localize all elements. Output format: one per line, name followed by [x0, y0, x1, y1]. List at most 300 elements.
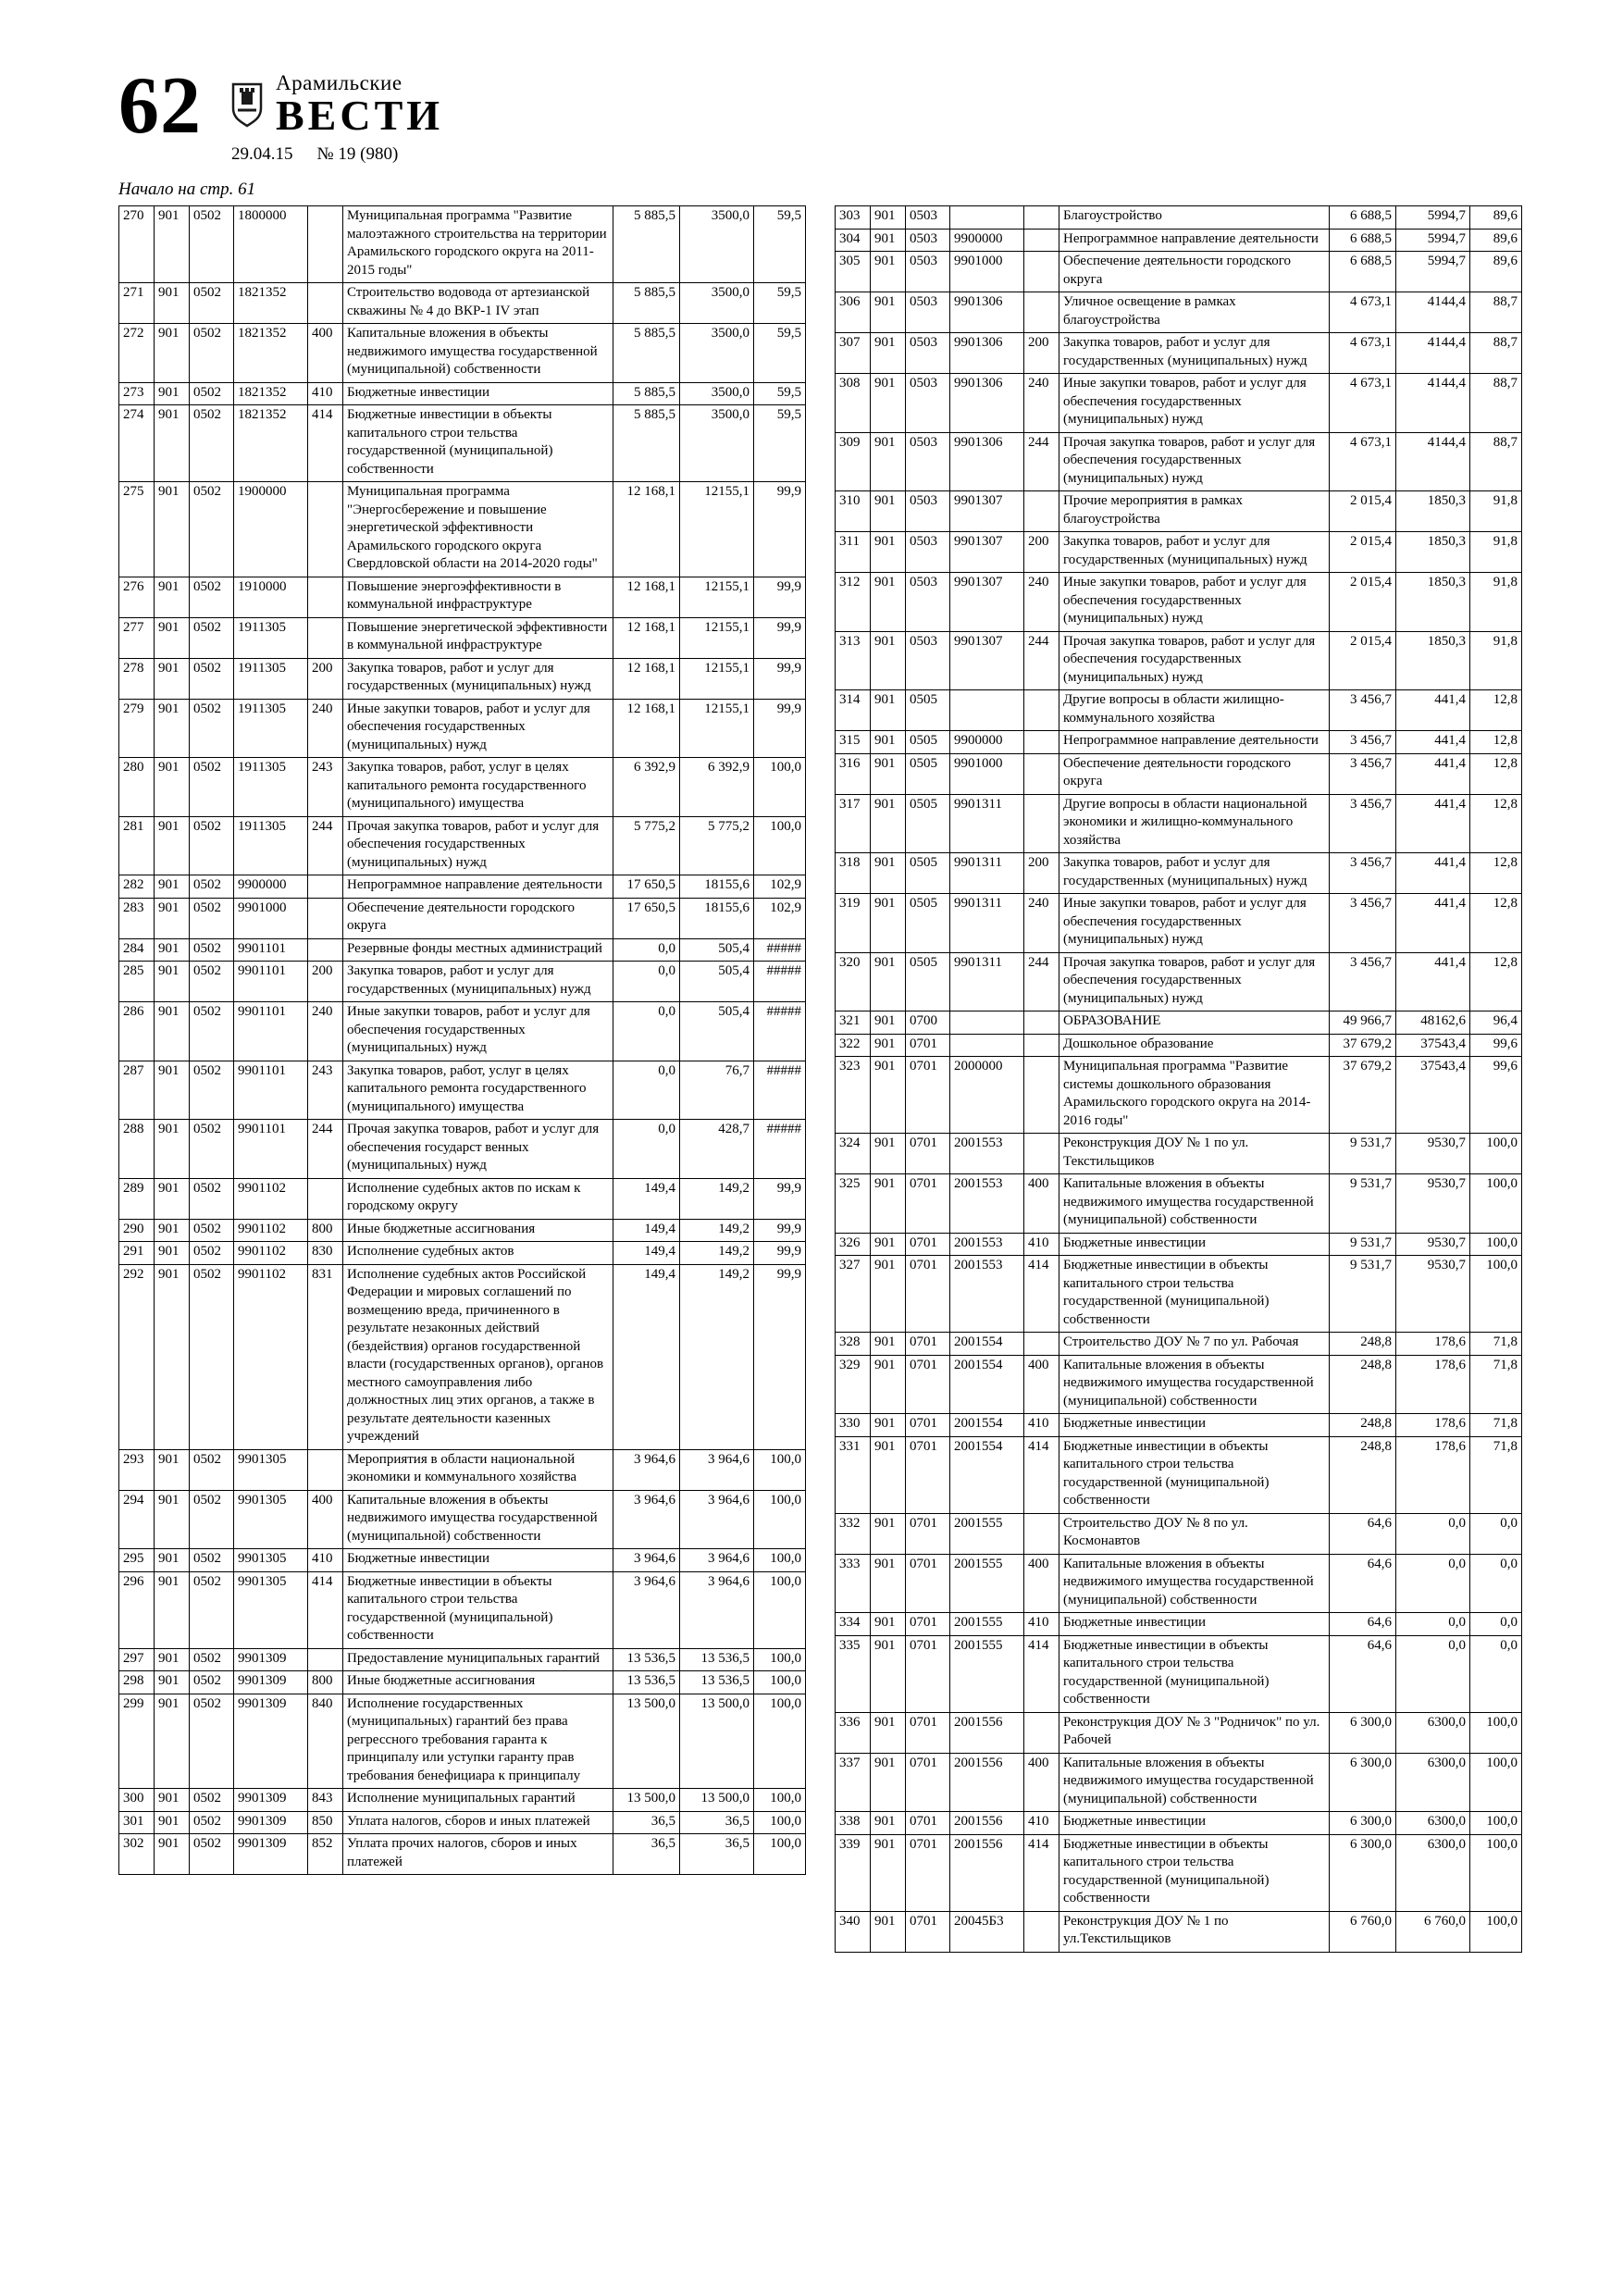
newspaper-title — [276, 71, 444, 140]
cell-name: Уплата прочих налогов, сборов и иных платежей — [343, 1834, 613, 1875]
cell-n: 273 — [119, 382, 155, 405]
cell-a: 901 — [871, 1174, 906, 1234]
cell-v2: 6300,0 — [1396, 1812, 1470, 1835]
cell-v2: 6 392,9 — [680, 758, 754, 817]
budget-row — [119, 875, 806, 899]
cell-a: 901 — [871, 1635, 906, 1712]
cell-v1: 12 168,1 — [613, 482, 680, 577]
cell-v2: 6300,0 — [1396, 1712, 1470, 1753]
cell-b: 0701 — [906, 1613, 950, 1636]
cell-c: 2001555 — [950, 1635, 1024, 1712]
budget-row — [836, 631, 1522, 690]
budget-row — [119, 283, 806, 324]
cell-b: 0502 — [190, 962, 234, 1002]
cell-v1: 6 392,9 — [613, 758, 680, 817]
budget-table-left — [118, 205, 806, 1875]
cell-v2: 505,4 — [680, 1002, 754, 1061]
budget-row — [836, 491, 1522, 532]
cell-v2: 149,2 — [680, 1219, 754, 1242]
cell-d: 852 — [308, 1834, 343, 1875]
cell-v1: 248,8 — [1330, 1333, 1396, 1356]
cell-b: 0701 — [906, 1355, 950, 1414]
cell-c: 9901309 — [234, 1694, 308, 1789]
cell-v2: 0,0 — [1396, 1613, 1470, 1636]
cell-a: 901 — [155, 816, 190, 875]
cell-d — [1024, 206, 1059, 230]
cell-d: 410 — [308, 382, 343, 405]
cell-d: 840 — [308, 1694, 343, 1789]
cell-v1: 6 300,0 — [1330, 1712, 1396, 1753]
cell-c: 1910000 — [234, 577, 308, 617]
cell-d: 200 — [1024, 532, 1059, 573]
cell-v3: 12,8 — [1470, 690, 1522, 731]
cell-v2: 6 760,0 — [1396, 1911, 1470, 1952]
cell-a: 901 — [871, 753, 906, 794]
cell-b: 0503 — [906, 573, 950, 632]
budget-row — [836, 374, 1522, 433]
cell-b: 0502 — [190, 1490, 234, 1549]
cell-v3: ##### — [754, 1002, 806, 1061]
cell-a: 901 — [871, 432, 906, 491]
cell-v1: 17 650,5 — [613, 898, 680, 938]
cell-v2: 37543,4 — [1396, 1057, 1470, 1134]
cell-a: 901 — [871, 374, 906, 433]
continuation-note: Начало на стр. 61 — [118, 180, 256, 200]
cell-n: 319 — [836, 894, 871, 953]
cell-v2: 5994,7 — [1396, 252, 1470, 292]
cell-v3: 91,8 — [1470, 573, 1522, 632]
cell-b: 0502 — [190, 898, 234, 938]
cell-n: 324 — [836, 1134, 871, 1174]
cell-v3: 99,9 — [754, 1219, 806, 1242]
cell-v1: 2 015,4 — [1330, 532, 1396, 573]
cell-c: 9901000 — [950, 753, 1024, 794]
cell-name: Обеспечение деятельности городского округа — [1059, 753, 1330, 794]
budget-row — [119, 1811, 806, 1834]
cell-name: Бюджетные инвестиции в объекты капитального строи тельства государственной (муниципальной) собственности — [1059, 1436, 1330, 1513]
cell-v2: 9530,7 — [1396, 1233, 1470, 1256]
budget-row — [836, 229, 1522, 252]
cell-c: 9901309 — [234, 1671, 308, 1694]
cell-b: 0505 — [906, 952, 950, 1011]
cell-b: 0502 — [190, 324, 234, 383]
cell-v2: 178,6 — [1396, 1333, 1470, 1356]
cell-d: 410 — [1024, 1414, 1059, 1437]
cell-v1: 5 885,5 — [613, 283, 680, 324]
cell-d: 414 — [1024, 1256, 1059, 1333]
cell-c: 1911305 — [234, 816, 308, 875]
cell-v2: 12155,1 — [680, 482, 754, 577]
budget-row — [836, 894, 1522, 953]
cell-v2: 12155,1 — [680, 658, 754, 699]
cell-d: 244 — [1024, 952, 1059, 1011]
cell-b: 0502 — [190, 1549, 234, 1572]
cell-a: 901 — [155, 898, 190, 938]
cell-n: 321 — [836, 1011, 871, 1035]
cell-a: 901 — [155, 1120, 190, 1179]
cell-c: 9901306 — [950, 292, 1024, 333]
cell-v1: 36,5 — [613, 1834, 680, 1875]
cell-b: 0502 — [190, 1120, 234, 1179]
cell-d — [1024, 1513, 1059, 1554]
cell-name: Капитальные вложения в объекты недвижимого имущества государственной (муниципальной) собственности — [1059, 1554, 1330, 1613]
cell-c: 9901305 — [234, 1490, 308, 1549]
cell-n: 322 — [836, 1034, 871, 1057]
cell-name: Прочая закупка товаров, работ и услуг для обеспечения государственных (муниципальных) нужд — [343, 816, 613, 875]
cell-v3: 91,8 — [1470, 532, 1522, 573]
cell-c: 9901305 — [234, 1549, 308, 1572]
cell-v2: 48162,6 — [1396, 1011, 1470, 1035]
cell-b: 0701 — [906, 1256, 950, 1333]
cell-v2: 18155,6 — [680, 898, 754, 938]
cell-n: 285 — [119, 962, 155, 1002]
cell-c: 9901101 — [234, 1002, 308, 1061]
budget-row — [836, 1414, 1522, 1437]
cell-c — [950, 1034, 1024, 1057]
budget-row — [119, 1061, 806, 1120]
budget-row — [119, 206, 806, 283]
cell-d: 414 — [308, 1571, 343, 1648]
cell-d — [308, 283, 343, 324]
budget-row — [836, 1034, 1522, 1057]
cell-v2: 1850,3 — [1396, 573, 1470, 632]
cell-v3: ##### — [754, 1120, 806, 1179]
cell-v3: 89,6 — [1470, 229, 1522, 252]
cell-c: 9900000 — [950, 229, 1024, 252]
cell-b: 0502 — [190, 382, 234, 405]
cell-n: 338 — [836, 1812, 871, 1835]
cell-b: 0701 — [906, 1834, 950, 1911]
budget-row — [119, 1549, 806, 1572]
cell-d — [308, 577, 343, 617]
cell-d: 244 — [1024, 432, 1059, 491]
cell-d — [1024, 1011, 1059, 1035]
cell-name: Исполнение муниципальных гарантий — [343, 1789, 613, 1812]
cell-n: 328 — [836, 1333, 871, 1356]
budget-row — [119, 1264, 806, 1449]
budget-row — [836, 1613, 1522, 1636]
cell-n: 316 — [836, 753, 871, 794]
cell-n: 284 — [119, 938, 155, 962]
cell-d: 240 — [1024, 894, 1059, 953]
cell-v1: 3 964,6 — [613, 1449, 680, 1490]
cell-name: Иные бюджетные ассигнования — [343, 1671, 613, 1694]
cell-d — [308, 938, 343, 962]
cell-v1: 5 885,5 — [613, 382, 680, 405]
cell-n: 330 — [836, 1414, 871, 1437]
cell-d — [1024, 753, 1059, 794]
cell-v1: 5 775,2 — [613, 816, 680, 875]
cell-v3: 0,0 — [1470, 1513, 1522, 1554]
newspaper-title-bottom: ВЕСТИ — [276, 92, 444, 140]
cell-d — [1024, 1911, 1059, 1952]
cell-d — [1024, 690, 1059, 731]
cell-v2: 0,0 — [1396, 1513, 1470, 1554]
cell-n: 336 — [836, 1712, 871, 1753]
cell-d: 410 — [1024, 1812, 1059, 1835]
cell-d: 831 — [308, 1264, 343, 1449]
cell-v3: ##### — [754, 962, 806, 1002]
budget-row — [836, 1174, 1522, 1234]
cell-v1: 3 964,6 — [613, 1490, 680, 1549]
issue-date: 29.04.15 — [231, 144, 293, 165]
cell-n: 287 — [119, 1061, 155, 1120]
budget-row — [836, 1134, 1522, 1174]
cell-d: 410 — [1024, 1233, 1059, 1256]
cell-name: Прочая закупка товаров, работ и услуг для обеспечения государственных (муниципальных) нужд — [1059, 432, 1330, 491]
cell-name: Капитальные вложения в объекты недвижимого имущества государственной (муниципальной) собственности — [1059, 1174, 1330, 1234]
cell-v1: 12 168,1 — [613, 617, 680, 658]
cell-a: 901 — [871, 1911, 906, 1952]
cell-name: Строительство ДОУ № 7 по ул. Рабочая — [1059, 1333, 1330, 1356]
cell-c: 2001556 — [950, 1753, 1024, 1812]
cell-a: 901 — [871, 1233, 906, 1256]
cell-name: Закупка товаров, работ и услуг для государственных (муниципальных) нужд — [1059, 853, 1330, 894]
cell-v1: 64,6 — [1330, 1554, 1396, 1613]
cell-v2: 9530,7 — [1396, 1256, 1470, 1333]
cell-d — [1024, 794, 1059, 853]
cell-v3: 89,6 — [1470, 252, 1522, 292]
cell-a: 901 — [871, 1613, 906, 1636]
cell-n: 329 — [836, 1355, 871, 1414]
cell-a: 901 — [155, 962, 190, 1002]
cell-name: Уплата налогов, сборов и иных платежей — [343, 1811, 613, 1834]
cell-name: Закупка товаров, работ и услуг для государственных (муниципальных) нужд — [343, 658, 613, 699]
cell-v3: 0,0 — [1470, 1613, 1522, 1636]
cell-n: 292 — [119, 1264, 155, 1449]
cell-v1: 12 168,1 — [613, 658, 680, 699]
cell-a: 901 — [871, 206, 906, 230]
cell-c: 2001556 — [950, 1812, 1024, 1835]
cell-d — [308, 898, 343, 938]
cell-v1: 248,8 — [1330, 1355, 1396, 1414]
cell-v3: 100,0 — [754, 1490, 806, 1549]
cell-n: 315 — [836, 731, 871, 754]
cell-v2: 37543,4 — [1396, 1034, 1470, 1057]
cell-v3: 59,5 — [754, 283, 806, 324]
cell-v1: 9 531,7 — [1330, 1174, 1396, 1234]
cell-b: 0502 — [190, 699, 234, 758]
cell-v1: 3 456,7 — [1330, 794, 1396, 853]
cell-v3: 0,0 — [1470, 1635, 1522, 1712]
cell-a: 901 — [155, 758, 190, 817]
cell-v1: 49 966,7 — [1330, 1011, 1396, 1035]
cell-n: 301 — [119, 1811, 155, 1834]
cell-b: 0503 — [906, 292, 950, 333]
cell-v2: 3500,0 — [680, 283, 754, 324]
cell-b: 0502 — [190, 206, 234, 283]
cell-d: 414 — [308, 405, 343, 482]
cell-name: Иные закупки товаров, работ и услуг для обеспечения государственных (муниципальных) нужд — [1059, 573, 1330, 632]
cell-c: 9901102 — [234, 1264, 308, 1449]
cell-a: 901 — [871, 1753, 906, 1812]
cell-d: 240 — [1024, 573, 1059, 632]
cell-v2: 3500,0 — [680, 324, 754, 383]
table-columns — [118, 205, 1528, 1953]
cell-b: 0701 — [906, 1034, 950, 1057]
cell-name: Иные закупки товаров, работ и услуг для обеспечения государственных (муниципальных) нужд — [343, 699, 613, 758]
cell-d: 400 — [308, 324, 343, 383]
cell-a: 901 — [871, 292, 906, 333]
cell-d — [308, 617, 343, 658]
cell-b: 0503 — [906, 374, 950, 433]
cell-v3: 100,0 — [754, 1671, 806, 1694]
cell-b: 0701 — [906, 1812, 950, 1835]
cell-b: 0700 — [906, 1011, 950, 1035]
cell-d — [308, 482, 343, 577]
cell-d: 843 — [308, 1789, 343, 1812]
cell-a: 901 — [155, 1264, 190, 1449]
budget-row — [119, 1219, 806, 1242]
cell-v2: 505,4 — [680, 938, 754, 962]
cell-c: 9901101 — [234, 1061, 308, 1120]
newspaper-brand — [229, 72, 443, 165]
cell-n: 320 — [836, 952, 871, 1011]
cell-d: 800 — [308, 1219, 343, 1242]
cell-v3: 100,0 — [754, 1571, 806, 1648]
cell-v2: 1850,3 — [1396, 532, 1470, 573]
budget-row — [119, 1490, 806, 1549]
cell-n: 281 — [119, 816, 155, 875]
cell-a: 901 — [155, 699, 190, 758]
cell-n: 309 — [836, 432, 871, 491]
cell-b: 0502 — [190, 1694, 234, 1789]
cell-v1: 6 300,0 — [1330, 1812, 1396, 1835]
cell-v2: 441,4 — [1396, 894, 1470, 953]
cell-d: 240 — [308, 1002, 343, 1061]
cell-v3: 88,7 — [1470, 432, 1522, 491]
cell-v2: 441,4 — [1396, 794, 1470, 853]
cell-b: 0502 — [190, 816, 234, 875]
cell-a: 901 — [155, 1811, 190, 1834]
cell-c: 9901309 — [234, 1789, 308, 1812]
cell-b: 0503 — [906, 532, 950, 573]
cell-v1: 4 673,1 — [1330, 292, 1396, 333]
budget-row — [119, 324, 806, 383]
cell-b: 0503 — [906, 333, 950, 374]
cell-v3: 102,9 — [754, 875, 806, 899]
cell-n: 318 — [836, 853, 871, 894]
cell-v1: 9 531,7 — [1330, 1233, 1396, 1256]
cell-v2: 4144,4 — [1396, 292, 1470, 333]
cell-b: 0505 — [906, 731, 950, 754]
budget-row — [836, 252, 1522, 292]
budget-row — [119, 962, 806, 1002]
cell-d: 244 — [308, 816, 343, 875]
budget-row — [836, 1554, 1522, 1613]
cell-v1: 0,0 — [613, 1061, 680, 1120]
cell-v1: 149,4 — [613, 1242, 680, 1265]
cell-v1: 2 015,4 — [1330, 631, 1396, 690]
cell-v3: 59,5 — [754, 382, 806, 405]
cell-c: 9901305 — [234, 1571, 308, 1648]
cell-n: 280 — [119, 758, 155, 817]
cell-name: Бюджетные инвестиции — [1059, 1812, 1330, 1835]
cell-name: Резервные фонды местных администраций — [343, 938, 613, 962]
budget-row — [836, 432, 1522, 491]
budget-row — [119, 816, 806, 875]
cell-c: 20045Б3 — [950, 1911, 1024, 1952]
cell-v2: 3 964,6 — [680, 1490, 754, 1549]
cell-v3: 59,5 — [754, 324, 806, 383]
cell-d — [308, 875, 343, 899]
cell-b: 0505 — [906, 753, 950, 794]
cell-v2: 12155,1 — [680, 577, 754, 617]
cell-b: 0502 — [190, 875, 234, 899]
cell-name: Закупка товаров, работ и услуг для государственных (муниципальных) нужд — [1059, 532, 1330, 573]
cell-b: 0502 — [190, 1671, 234, 1694]
cell-b: 0502 — [190, 577, 234, 617]
cell-v2: 178,6 — [1396, 1355, 1470, 1414]
cell-v3: 99,9 — [754, 1242, 806, 1265]
cell-n: 291 — [119, 1242, 155, 1265]
cell-v3: 100,0 — [1470, 1174, 1522, 1234]
cell-d — [308, 206, 343, 283]
cell-v3: 99,9 — [754, 617, 806, 658]
cell-b: 0503 — [906, 631, 950, 690]
cell-c: 2001554 — [950, 1414, 1024, 1437]
cell-n: 333 — [836, 1554, 871, 1613]
cell-name: Другие вопросы в области жилищно-коммунального хозяйства — [1059, 690, 1330, 731]
cell-v1: 3 964,6 — [613, 1571, 680, 1648]
budget-row — [836, 1753, 1522, 1812]
cell-c: 9901102 — [234, 1219, 308, 1242]
cell-a: 901 — [155, 938, 190, 962]
cell-v1: 2 015,4 — [1330, 491, 1396, 532]
budget-row — [836, 1333, 1522, 1356]
cell-v3: 100,0 — [754, 816, 806, 875]
cell-v3: 100,0 — [1470, 1911, 1522, 1952]
cell-v2: 428,7 — [680, 1120, 754, 1179]
budget-row — [836, 1233, 1522, 1256]
cell-d: 400 — [308, 1490, 343, 1549]
cell-d — [1024, 229, 1059, 252]
cell-n: 274 — [119, 405, 155, 482]
cell-v3: 59,5 — [754, 206, 806, 283]
cell-v2: 12155,1 — [680, 699, 754, 758]
cell-v2: 4144,4 — [1396, 432, 1470, 491]
cell-v1: 37 679,2 — [1330, 1057, 1396, 1134]
cell-a: 901 — [155, 283, 190, 324]
cell-name: Строительство ДОУ № 8 по ул. Космонавтов — [1059, 1513, 1330, 1554]
cell-d: 400 — [1024, 1174, 1059, 1234]
cell-a: 901 — [871, 252, 906, 292]
cell-name: Предоставление муниципальных гарантий — [343, 1648, 613, 1671]
newspaper-crest-icon — [229, 81, 265, 129]
cell-d: 410 — [308, 1549, 343, 1572]
cell-d — [308, 1449, 343, 1490]
budget-row — [836, 573, 1522, 632]
page-number: 62 — [118, 61, 202, 151]
cell-v3: 91,8 — [1470, 491, 1522, 532]
cell-name: Закупка товаров, работ и услуг для государственных (муниципальных) нужд — [343, 962, 613, 1002]
cell-v1: 3 456,7 — [1330, 731, 1396, 754]
cell-a: 901 — [155, 1549, 190, 1572]
cell-v3: 12,8 — [1470, 753, 1522, 794]
budget-row — [836, 853, 1522, 894]
cell-c: 9900000 — [950, 731, 1024, 754]
cell-b: 0502 — [190, 617, 234, 658]
cell-a: 901 — [871, 690, 906, 731]
cell-v3: 59,5 — [754, 405, 806, 482]
cell-c: 2000000 — [950, 1057, 1024, 1134]
cell-n: 282 — [119, 875, 155, 899]
cell-v3: ##### — [754, 1061, 806, 1120]
cell-c: 9901307 — [950, 573, 1024, 632]
cell-c: 2001556 — [950, 1712, 1024, 1753]
cell-name: Бюджетные инвестиции — [1059, 1233, 1330, 1256]
cell-v3: 71,8 — [1470, 1436, 1522, 1513]
